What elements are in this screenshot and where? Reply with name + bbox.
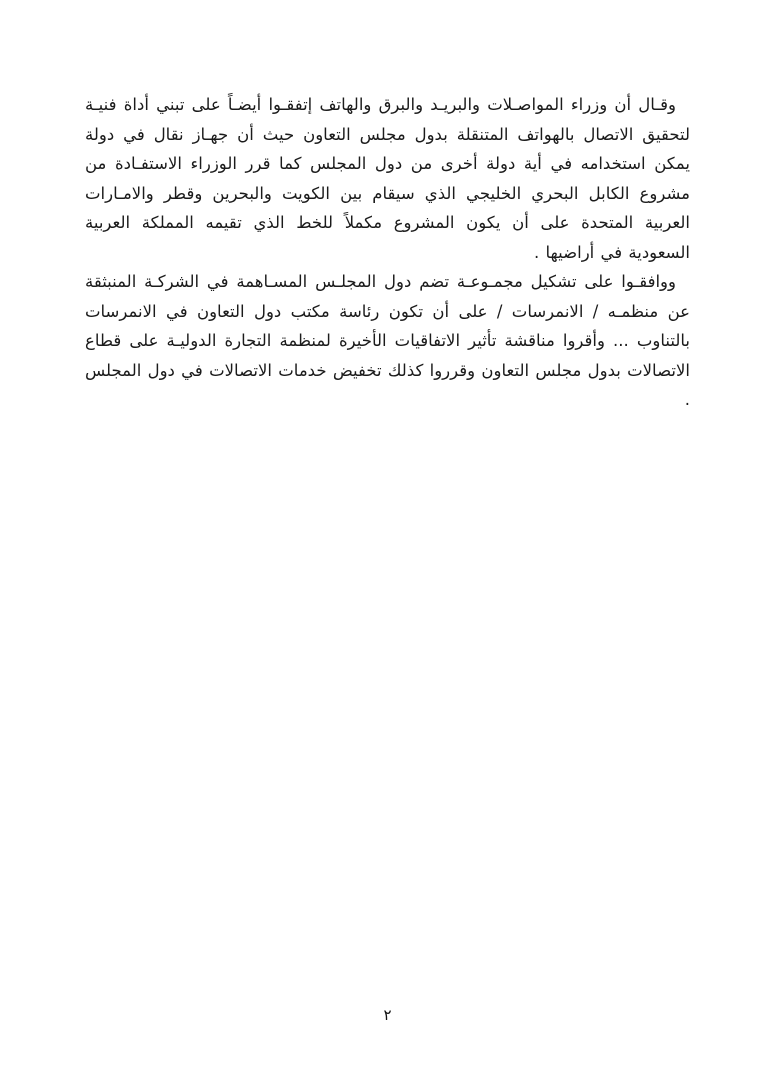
document-body bbox=[85, 90, 690, 415]
page-number: ٢ bbox=[383, 1006, 392, 1024]
paragraph-2: ووافقـوا على تشكيل مجمـوعـة تضم دول المجلـس المسـاهمة في الشركـة المنبثقة عن منظمـه / الانمرسات / على أن تكون رئاسة مكتب دول التعاون في الانمرسات بالتناوب ... وأقروا مناقشة تأثير الاتفاقيات الأخيرة لمنظمة التجارة الدوليـة على قطاع الاتصالات بدول مجلس التعاون وقرروا كذلك تخفيض خدمات الاتصالات في دول المجلس . bbox=[85, 272, 690, 409]
paragraph-1: وقـال أن وزراء المواصـلات والبريـد والبرق والهاتف إتفقـوا أيضـاً على تبني أداة فنيـة لتحقيق الاتصال بالهواتف المتنقلة بدول مجلس التعاون حيث أن جهـاز نقال في دولة يمكن استخدامه في أية دولة أخرى من دول المجلس كما قرر الوزراء الاستفـادة من مشروع الكابل البحري الخليجي الذي سيقام بين الكويت والبحرين وقطر والامـارات العربية المتحدة على أن يكون المشروع مكملاً للخط الذي تقيمه المملكة العربية السعودية في أراضيها . bbox=[85, 95, 690, 262]
